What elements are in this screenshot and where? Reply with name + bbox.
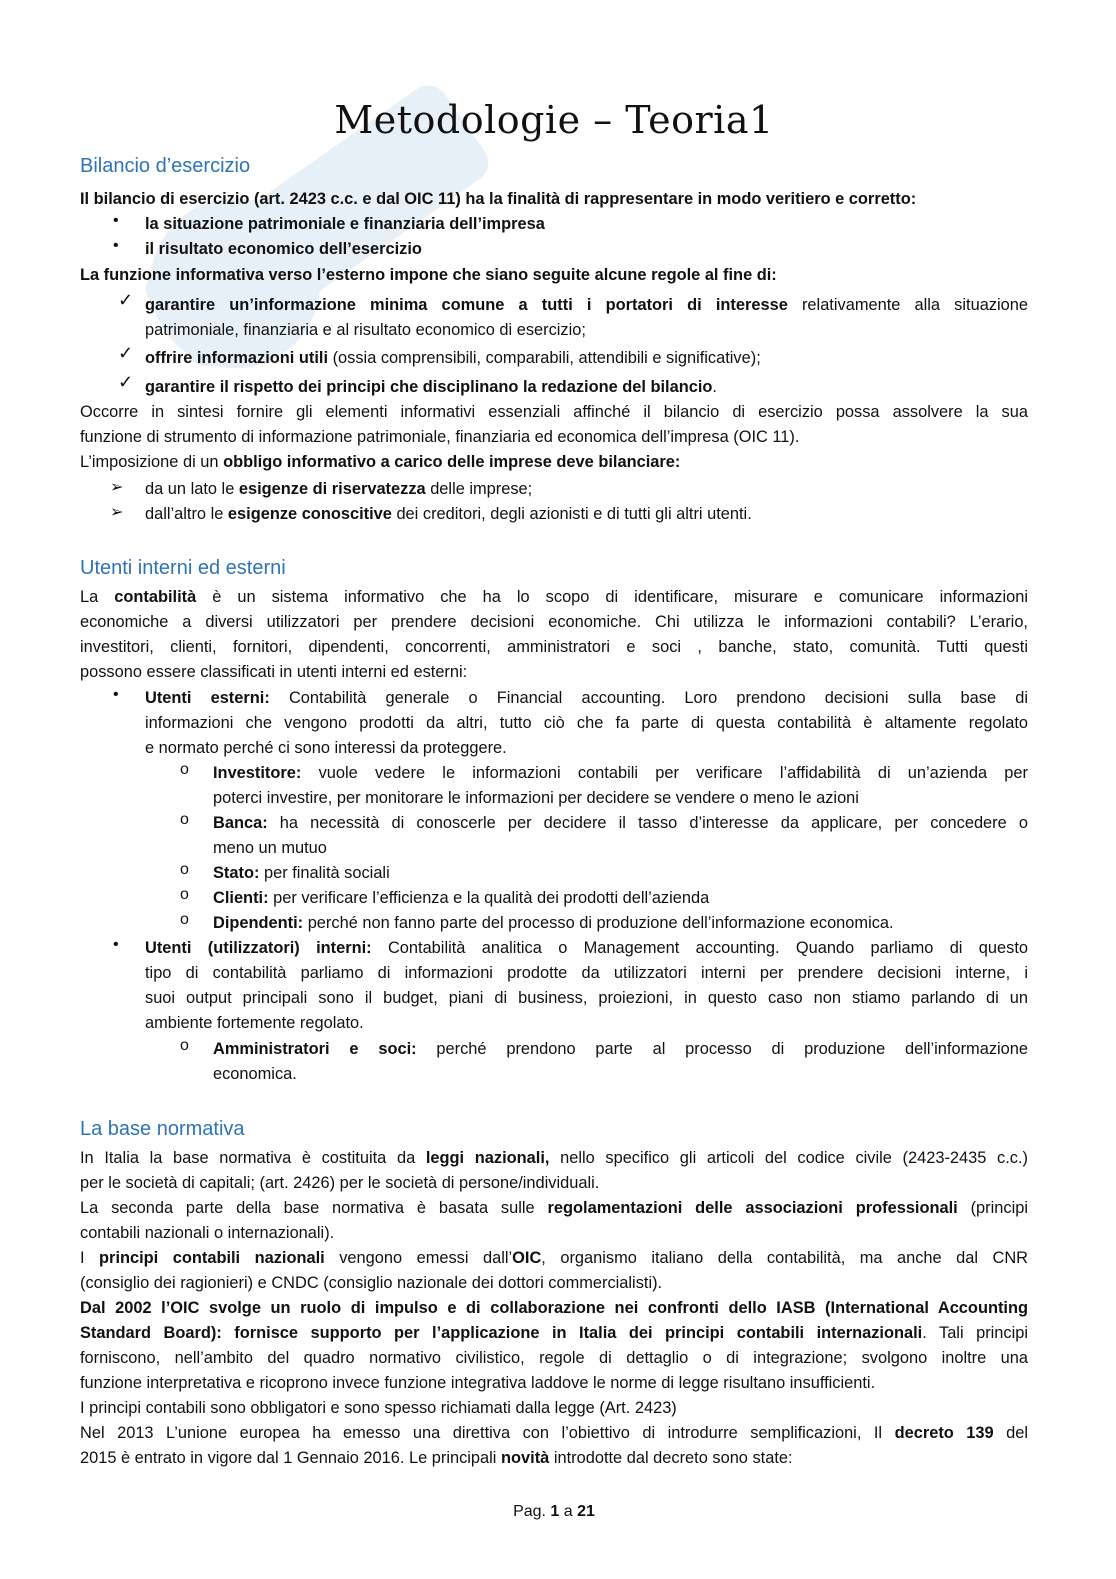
- list-item-continuation: meno un mutuo: [213, 839, 327, 857]
- paragraph-line: funzione interpretativa e ricoprono invece funzione integrativa laddove le norme di legge risultano insufficienti.: [80, 1374, 876, 1392]
- list-item: offrire informazioni utili (ossia comprensibili, comparabili, attendibili e significative);: [145, 349, 761, 367]
- paragraph-line: I principi contabili sono obbligatori e sono spesso richiamati dalla legge (Art. 2423): [80, 1399, 677, 1417]
- bullet-icon: •: [113, 686, 119, 703]
- list-item: Clienti: per verificare l’efficienza e la qualità dei prodotti dell’azienda: [213, 889, 710, 907]
- list-item-continuation: e normato perché ci sono interessi da proteggere.: [145, 739, 507, 757]
- paragraph-line: Nel 2013 L’unione europea ha emesso una direttiva con l’obiettivo di introdurre semplificazioni, Il decreto 139 del: [80, 1424, 1029, 1442]
- list-item: Utenti (utilizzatori) interni: Contabilità analitica o Management accounting. Quando parliamo di questo: [145, 939, 1028, 957]
- list-item: la situazione patrimoniale e finanziaria dell’impresa: [145, 215, 545, 233]
- arrow-bullet-icon: ➢: [110, 504, 124, 521]
- list-item-continuation: informazioni che vengono prodotti da altri, tutto ciò che fa parte di questa contabilità è altamente regolato: [145, 714, 1028, 732]
- circle-bullet-icon: o: [180, 811, 189, 828]
- paragraph-line: I principi contabili nazionali vengono emessi dall’OIC, organismo italiano della contabilità, ma anche dal CNR: [80, 1249, 1029, 1267]
- list-item: garantire un’informazione minima comune a tutti i portatori di interesse relativamente alla situazione: [145, 296, 1028, 314]
- list-item-continuation: tipo di contabilità parliamo di informazioni prodotte da utilizzatori interni per prendere decisioni interne, i: [145, 964, 1028, 982]
- bullet-icon: •: [113, 936, 119, 953]
- page-number-footer: Pag. 1 a 21: [513, 1503, 595, 1520]
- paragraph-line: contabili nazionali o internazionali).: [80, 1224, 335, 1242]
- paragraph-line: In Italia la base normativa è costituita da leggi nazionali, nello specifico gli articoli del codice civile (2423-2435 c.c.): [80, 1149, 1028, 1167]
- paragraph-line: forniscono, nell’ambito del quadro normativo civilistico, regole di dettaglio o di integrazione; svolgono inoltre una: [80, 1349, 1028, 1367]
- list-item: garantire il rispetto dei principi che disciplinano la redazione del bilancio.: [145, 378, 717, 396]
- document-title: Metodologie – Teoria1: [334, 98, 774, 142]
- paragraph-line: La contabilità è un sistema informativo che ha lo scopo di identificare, misurare e comunicare informazioni: [80, 588, 1028, 606]
- paragraph-line: per le società di capitali; (art. 2426) per le società di persone/individuali.: [80, 1174, 600, 1192]
- bullet-icon: •: [113, 237, 119, 254]
- paragraph-line: economiche a diversi utilizzatori per prendere decisioni economiche. Chi utilizza le informazioni contabili? L’erario,: [80, 613, 1028, 631]
- list-item: Banca: ha necessità di conoscerle per decidere il tasso d’interesse da applicare, per concedere o: [213, 814, 1028, 832]
- list-item-continuation: poterci investire, per monitorare le informazioni per decidere se vendere o meno le azioni: [213, 789, 859, 807]
- list-item-continuation: suoi output principali sono il budget, piani di business, proiezioni, in questo caso non stiamo parlando di un: [145, 989, 1028, 1007]
- section-heading-utenti: Utenti interni ed esterni: [80, 557, 286, 579]
- circle-bullet-icon: o: [180, 761, 189, 778]
- paragraph-line: investitori, clienti, fornitori, dipendenti, concorrenti, amministratori e soci , banche, stato, comunità. Tutti questi: [80, 638, 1028, 656]
- circle-bullet-icon: o: [180, 1037, 189, 1054]
- paragraph-intro: Il bilancio di esercizio (art. 2423 c.c. e dal OIC 11) ha la finalità di rappresentare in modo veritiero e corretto:: [80, 190, 917, 208]
- list-item: dall’altro le esigenze conoscitive dei creditori, degli azionisti e di tutti gli altri utenti.: [145, 505, 752, 523]
- circle-bullet-icon: o: [180, 911, 189, 928]
- paragraph-line: funzione di strumento di informazione patrimoniale, finanziaria ed economica dell’impresa (OIC 11).: [80, 428, 800, 446]
- paragraph-line: (consiglio dei ragionieri) e CNDC (consiglio nazionale dei dottori commercialisti).: [80, 1274, 663, 1292]
- paragraph-line: possono essere classificati in utenti interni ed esterni:: [80, 663, 468, 681]
- circle-bullet-icon: o: [180, 886, 189, 903]
- checkmark-icon: ✓: [118, 290, 134, 310]
- list-item-continuation: economica.: [213, 1065, 297, 1083]
- paragraph-intro2: La funzione informativa verso l’esterno impone che siano seguite alcune regole al fine di:: [80, 266, 777, 284]
- list-item: Utenti esterni: Contabilità generale o Financial accounting. Loro prendono decisioni sulla base di: [145, 689, 1028, 707]
- list-item: da un lato le esigenze di riservatezza delle imprese;: [145, 480, 533, 498]
- list-item: Amministratori e soci: perché prendono parte al processo di produzione dell’informazione: [213, 1040, 1029, 1058]
- bullet-icon: •: [113, 212, 119, 229]
- list-item: il risultato economico dell’esercizio: [145, 240, 422, 258]
- circle-bullet-icon: o: [180, 861, 189, 878]
- list-item: Stato: per finalità sociali: [213, 864, 390, 882]
- paragraph-line: L’imposizione di un obbligo informativo a carico delle imprese deve bilanciare:: [80, 453, 681, 471]
- arrow-bullet-icon: ➢: [110, 479, 124, 496]
- paragraph-line: 2015 è entrato in vigore dal 1 Gennaio 2016. Le principali novità introdotte dal decreto sono state:: [80, 1449, 793, 1467]
- checkmark-icon: ✓: [118, 343, 134, 363]
- paragraph-line: Dal 2002 l’OIC svolge un ruolo di impulso e di collaborazione nei confronti dello IASB (International Accounting: [80, 1299, 1028, 1317]
- list-item: Dipendenti: perché non fanno parte del processo di produzione dell’informazione economica.: [213, 914, 894, 932]
- paragraph-line: La seconda parte della base normativa è basata sulle regolamentazioni delle associazioni professionali (principi: [80, 1199, 1028, 1217]
- list-item: Investitore: vuole vedere le informazioni contabili per verificare l’affidabilità di un’azienda per: [213, 764, 1028, 782]
- list-item-continuation: patrimoniale, finanziaria e al risultato economico di esercizio;: [145, 321, 586, 339]
- paragraph-line: Standard Board): fornisce supporto per l’applicazione in Italia dei principi contabili internazionali. Tali principi: [80, 1324, 1028, 1342]
- section-heading-base-normativa: La base normativa: [80, 1118, 245, 1140]
- checkmark-icon: ✓: [118, 372, 134, 392]
- section-heading-bilancio: Bilancio d’esercizio: [80, 155, 251, 177]
- list-item-continuation: ambiente fortemente regolato.: [145, 1014, 364, 1032]
- paragraph-line: Occorre in sintesi fornire gli elementi informativi essenziali affinché il bilancio di esercizio possa assolvere la sua: [80, 403, 1028, 421]
